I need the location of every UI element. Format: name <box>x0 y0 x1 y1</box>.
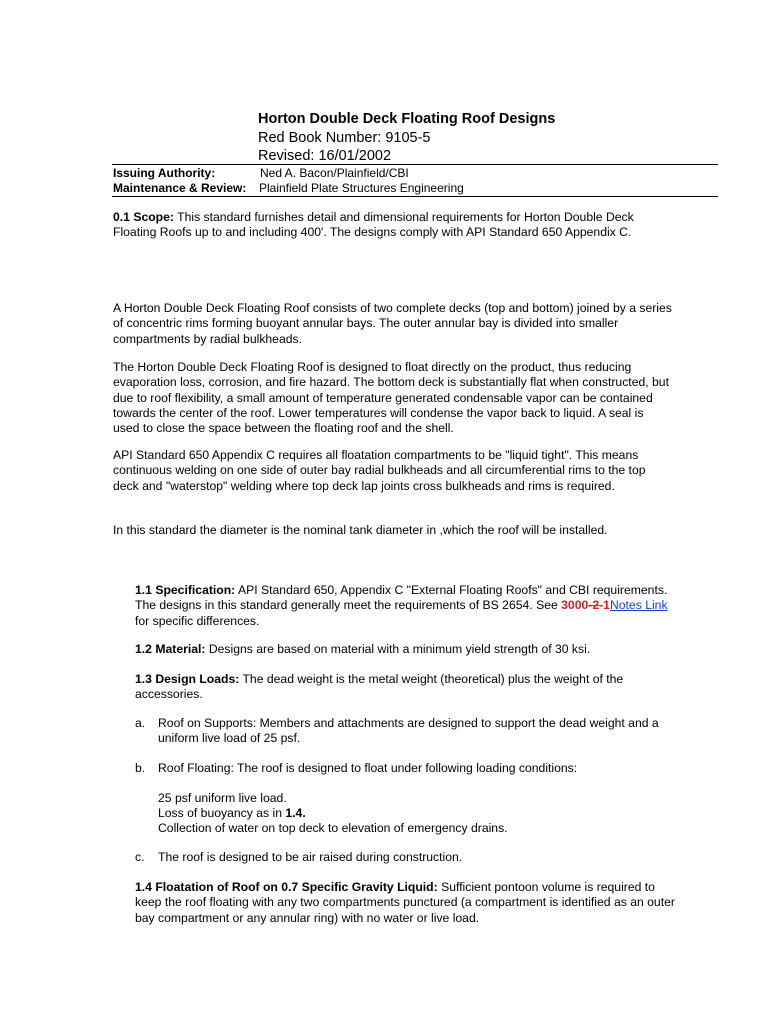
maintenance-review-label: Maintenance & Review: <box>113 181 247 195</box>
specification-label: 1.1 Specification: <box>135 583 236 597</box>
specification-text: API Standard 650, Appendix C "External Floating Roofs" and CBI requirements. The designs in this standard generally meet the requirements of BS 2654. <box>135 583 668 613</box>
condition-live-load: 25 psf uniform live load. <box>158 791 287 805</box>
header-rule-top <box>112 164 718 165</box>
condition-buoyancy <box>158 806 306 821</box>
code-struck: -2 <box>588 598 600 613</box>
issuing-authority-row <box>113 166 713 180</box>
list-marker: c. <box>135 850 145 864</box>
code-tail: -1 <box>599 598 610 613</box>
red-book-number: Red Book Number: 9105-5 <box>258 130 431 146</box>
intro-paragraph-1: A Horton Double Deck Floating Roof consists of two complete decks (top and bottom) joined by a series of concentric rims forming buoyant annular bays. The outer annular bay is divided into smaller compartments by radial bulkheads. <box>113 301 672 346</box>
design-loads-text: The dead weight is the metal weight (theoretical) plus the weight of the accessories. <box>135 672 624 702</box>
specification-see: See <box>536 598 558 613</box>
intro-paragraph-4: In this standard the diameter is the nominal tank diameter in ,which the roof will be installed. <box>113 523 608 537</box>
material-label: 1.2 Material: <box>135 642 206 656</box>
floatation-text: Sufficient pontoon volume is required to keep the roof floating with any two compartments punctured (a compartment is identified as an outer bay compartment or any annular ring) with no water or live load. <box>135 880 675 925</box>
floatation-paragraph <box>135 880 675 926</box>
list-marker: b. <box>135 761 146 775</box>
scope-label: 0.1 Scope: <box>113 210 174 224</box>
issuing-authority-value: Ned A. Bacon/Plainfield/CBI <box>260 166 409 180</box>
material-text: Designs are based on material with a minimum yield strength of 30 ksi. <box>208 642 591 656</box>
condition-buoyancy-text: Loss of buoyancy as in <box>158 806 282 820</box>
specification-paragraph <box>135 583 675 629</box>
revised-date: Revised: 16/01/2002 <box>258 148 392 164</box>
condition-water: Collection of water on top deck to elevation of emergency drains. <box>158 821 508 835</box>
notes-link[interactable]: Notes Link <box>609 598 668 613</box>
intro-paragraph-3: API Standard 650 Appendix C requires all floatation compartments to be "liquid tight". This means continuous welding on one side of outer bay radial bulkheads and all circumferential rims to the top deck and "waterstop" welding where top deck lap joints cross bulkheads and rims is required. <box>113 448 646 493</box>
code-reference <box>561 598 610 612</box>
list-text: Roof Floating: The roof is designed to float under following loading conditions: <box>158 761 578 775</box>
list-text: Roof on Supports: Members and attachments are designed to support the dead weight and a uniform live load of 25 psf. <box>158 716 659 746</box>
list-text: The roof is designed to be air raised during construction. <box>158 850 463 864</box>
header-rule-bottom <box>112 196 718 197</box>
scope-paragraph <box>113 210 673 241</box>
maintenance-review-row <box>113 181 713 195</box>
material-paragraph <box>135 642 675 657</box>
list-marker: a. <box>135 716 146 730</box>
design-loads-label: 1.3 Design Loads: <box>135 672 240 686</box>
issuing-authority-label: Issuing Authority: <box>113 166 216 180</box>
condition-buoyancy-ref: 1.4. <box>285 806 306 820</box>
specification-after-link: for specific differences. <box>135 613 260 628</box>
scope-text: This standard furnishes detail and dimensional requirements for Horton Double Deck Floating Roofs up to and including 400'. The designs comply with API Standard 650 Appendix C. <box>113 210 634 240</box>
code-main: 3000 <box>561 598 589 613</box>
document-title: Horton Double Deck Floating Roof Designs <box>258 111 556 127</box>
design-loads-paragraph <box>135 672 675 703</box>
intro-paragraph-2: The Horton Double Deck Floating Roof is designed to float directly on the product, thus reducing evaporation loss, corrosion, and fire hazard. The bottom deck is substantially flat when constructed, but due to roof flexibility, a small amount of temperature generated condensable vapor can be contained towards the center of the roof. Lower temperatures will condense the vapor back to liquid. A seal is used to close the space between the floating roof and the shell. <box>113 360 669 436</box>
title-block <box>258 110 718 165</box>
floatation-label: 1.4 Floatation of Roof on 0.7 Specific Gravity Liquid: <box>135 880 438 894</box>
maintenance-review-value: Plainfield Plate Structures Engineering <box>259 181 464 195</box>
